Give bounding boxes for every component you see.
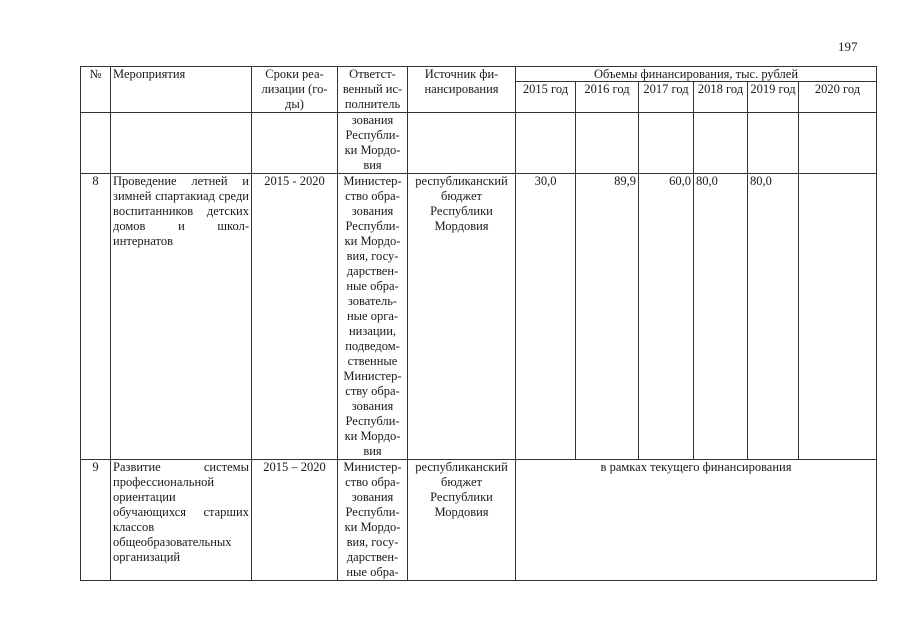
header-measure: Мероприятия <box>111 67 252 113</box>
header-year-2018: 2018 год <box>694 82 748 113</box>
row-value-2016 <box>576 113 639 174</box>
table-row-continuation <box>81 113 877 174</box>
row-value-2015: 30,0 <box>516 174 576 460</box>
row-value-2020 <box>799 113 877 174</box>
table-row-9 <box>81 460 877 581</box>
row-value-2017 <box>639 113 694 174</box>
row-num: 9 <box>81 460 111 581</box>
row-value-2018: 80,0 <box>694 174 748 460</box>
header-year-2017: 2017 год <box>639 82 694 113</box>
header-executor: Ответст-венный ис-полнитель <box>338 67 408 113</box>
row-measure: Проведение летней и зимней спартакиад среди воспитанников детских домов и школ-интернатов <box>111 174 252 460</box>
table-row-8 <box>81 174 877 460</box>
header-year-2015: 2015 год <box>516 82 576 113</box>
row-merged-financing: в рамках текущего финансирования <box>516 460 877 581</box>
row-measure: Развитие системы профессиональной ориентации обучающихся старших классов общеобразовательных организаций <box>111 460 252 581</box>
row-source: республиканский бюджет Республики Мордовия <box>408 460 516 581</box>
header-volumes: Объемы финансирования, тыс. рублей <box>516 67 877 82</box>
row-term <box>252 113 338 174</box>
row-value-2018 <box>694 113 748 174</box>
row-executor: зования Республи-ки Мордо-вия <box>338 113 408 174</box>
row-source <box>408 113 516 174</box>
row-measure <box>111 113 252 174</box>
row-term: 2015 - 2020 <box>252 174 338 460</box>
row-value-2016: 89,9 <box>576 174 639 460</box>
header-year-2020: 2020 год <box>799 82 877 113</box>
row-executor: Министер-ство обра-зования Республи-ки Мордо-вия, госу-дарствен-ные обра- <box>338 460 408 581</box>
page-number: 197 <box>838 39 858 54</box>
header-num: № <box>81 67 111 113</box>
row-value-2015 <box>516 113 576 174</box>
row-value-2019: 80,0 <box>748 174 799 460</box>
header-year-2016: 2016 год <box>576 82 639 113</box>
row-term: 2015 – 2020 <box>252 460 338 581</box>
row-value-2020 <box>799 174 877 460</box>
row-value-2019 <box>748 113 799 174</box>
row-source: республиканский бюджет Республики Мордовия <box>408 174 516 460</box>
row-num <box>81 113 111 174</box>
row-num: 8 <box>81 174 111 460</box>
row-value-2017: 60,0 <box>639 174 694 460</box>
header-term: Сроки реа-лизации (го-ды) <box>252 67 338 113</box>
header-year-2019: 2019 год <box>748 82 799 113</box>
header-source: Источник фи-нансирования <box>408 67 516 113</box>
financing-table <box>80 66 877 581</box>
table-header-row <box>81 67 877 82</box>
row-executor: Министер-ство обра-зования Республи-ки Мордо-вия, госу-дарствен-ные обра-зователь-ные орга-низации, подведом-ственные Министер-ству обра-зования Республи-ки Мордо-вия <box>338 174 408 460</box>
